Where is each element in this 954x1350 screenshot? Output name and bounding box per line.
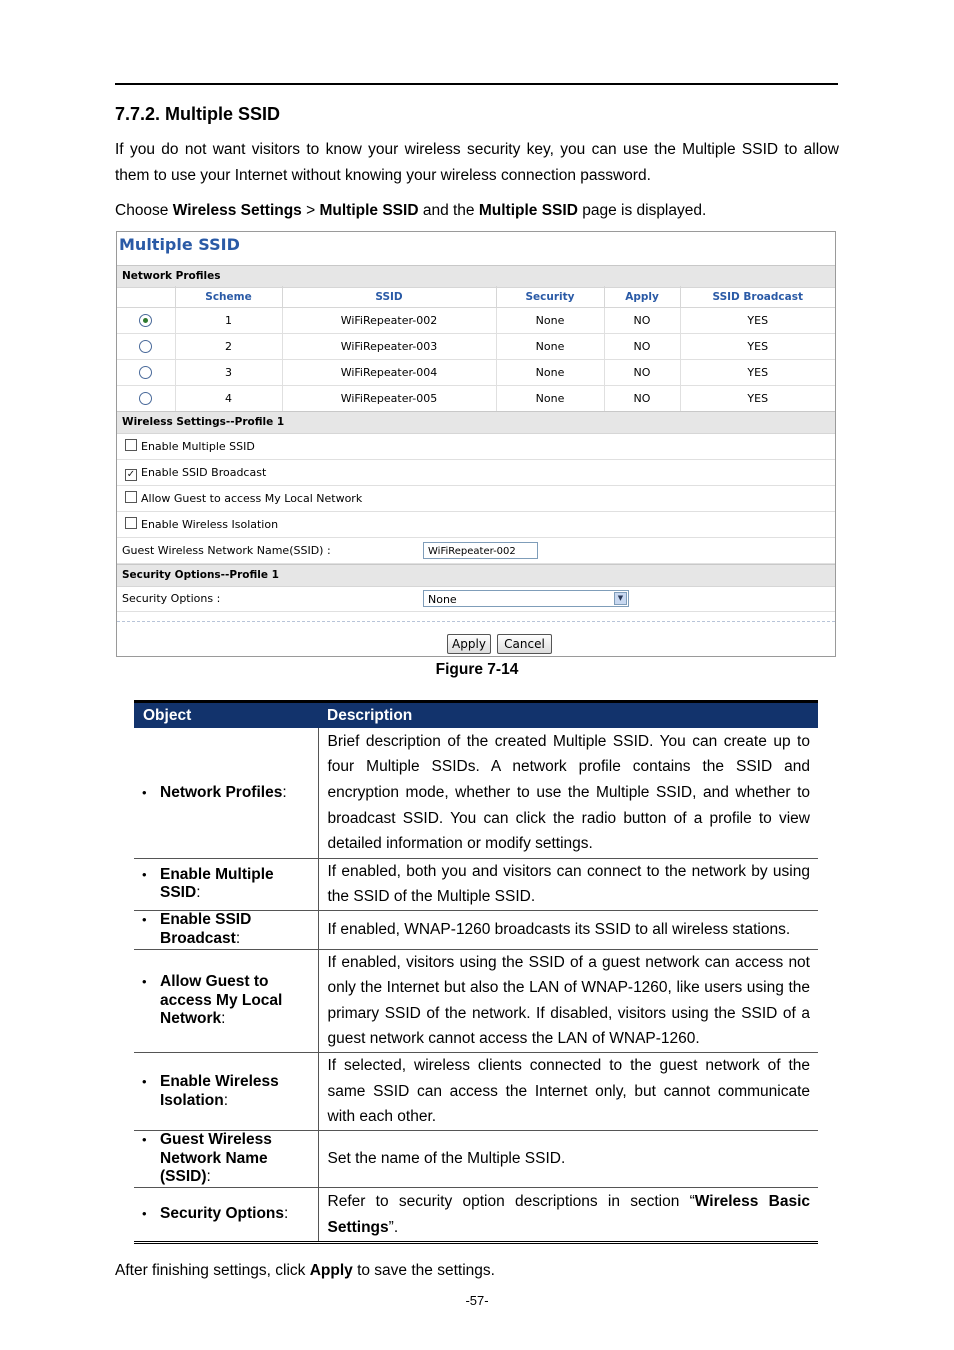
enable-ssid-broadcast-label: Enable SSID Broadcast	[141, 466, 267, 479]
enable-ssid-broadcast-checkbox[interactable]: ✓	[126, 469, 136, 480]
bullet-icon: •	[142, 1074, 147, 1090]
figure-caption: Figure 7-14	[435, 661, 519, 678]
allow-guest-label: Allow Guest to access My Local Network	[141, 492, 363, 505]
wireless-settings-header: Wireless Settings--Profile 1	[117, 411, 835, 434]
security-options-select[interactable]	[423, 590, 629, 607]
profile-radio[interactable]	[139, 314, 152, 327]
panel-title: Multiple SSID	[119, 235, 240, 254]
profile-row[interactable]: 4 WiFiRepeater-005 None NO YES	[117, 386, 835, 412]
profile-radio[interactable]	[139, 392, 152, 405]
col-security: Security	[496, 286, 604, 308]
profiles-table	[117, 286, 835, 412]
allow-guest-row	[117, 486, 835, 512]
bullet-icon: •	[142, 974, 147, 990]
description-table	[134, 700, 818, 1244]
choose-paragraph: Choose Wireless Settings > Multiple SSID and the Multiple SSID page is displayed.	[115, 202, 707, 219]
profile-row[interactable]: 2 WiFiRepeater-003 None NO YES	[117, 334, 835, 360]
enable-ssid-broadcast-row	[117, 460, 835, 486]
page-number: -57-	[465, 1293, 489, 1308]
col-select	[117, 286, 175, 308]
table-row: • Guest Wireless Network Name (SSID): Set the name of the Multiple SSID.	[134, 1131, 818, 1188]
multiple-ssid-panel	[116, 231, 836, 657]
network-profiles-header: Network Profiles	[117, 265, 835, 288]
col-scheme: Scheme	[175, 286, 282, 308]
bullet-icon: •	[142, 784, 147, 800]
table-row: • Allow Guest to access My Local Network: If enabled, visitors using the SSID of a guest network can access not only the Internet but also the LAN of WNAP-1260, like users using the primary SSID of the network. If disabled, visitors using the SSID of a guest network cannot access the LAN of WNAP-1260.	[134, 949, 818, 1052]
security-options-value: None	[428, 593, 457, 606]
profile-radio[interactable]	[139, 340, 152, 353]
profile-row[interactable]: 3 WiFiRepeater-004 None NO YES	[117, 360, 835, 386]
enable-multiple-ssid-checkbox[interactable]	[125, 439, 137, 451]
col-ssid-broadcast: SSID Broadcast	[680, 286, 835, 308]
section-title: 7.7.2. Multiple SSID	[115, 104, 281, 124]
dropdown-arrow-icon[interactable]: ▼	[614, 592, 627, 605]
intro-paragraph: If you do not want visitors to know your wireless security key, you can use the Multiple SSID to allow them to use your Internet without knowing your wireless connection password.	[115, 141, 839, 184]
table-row: • Network Profiles: Brief description of the created Multiple SSID. You can create up to four Multiple SSIDs. A network profile contains the SSID and encryption mode, whether to use the Multiple SSID, and whether to broadcast SSID. You can click the radio button of a profile to view detailed information or modify settings.	[134, 728, 818, 858]
allow-guest-checkbox[interactable]	[125, 491, 137, 503]
enable-multiple-ssid-label: Enable Multiple SSID	[141, 440, 255, 453]
enable-multiple-ssid-row	[117, 434, 835, 460]
apply-button[interactable]: Apply	[447, 634, 491, 654]
guest-name-label: Guest Wireless Network Name(SSID) :	[122, 544, 331, 557]
table-row: • Enable Multiple SSID: If enabled, both you and visitors can connect to the network by using the SSID of the Multiple SSID.	[134, 858, 818, 910]
col-object: Object	[134, 702, 318, 729]
profile-row[interactable]: 1 WiFiRepeater-002 None NO YES	[117, 308, 835, 334]
security-options-header: Security Options--Profile 1	[117, 564, 835, 587]
bullet-icon: •	[142, 866, 147, 882]
bullet-icon: •	[142, 1206, 147, 1222]
col-ssid: SSID	[282, 286, 496, 308]
col-apply: Apply	[604, 286, 680, 308]
header-rule	[115, 83, 838, 85]
bullet-icon: •	[142, 912, 147, 928]
table-row: • Security Options: Refer to security option descriptions in section “Wireless Basic Settings”.	[134, 1188, 818, 1243]
after-paragraph: After finishing settings, click Apply to save the settings.	[115, 1262, 495, 1279]
enable-isolation-checkbox[interactable]	[125, 517, 137, 529]
dashed-separator	[117, 621, 835, 622]
security-options-row	[117, 587, 835, 612]
table-row: • Enable Wireless Isolation: If selected, wireless clients connected to the guest network of the same SSID can access the Internet only, but cannot communicate with each other.	[134, 1053, 818, 1131]
enable-isolation-row	[117, 512, 835, 538]
guest-name-row	[117, 538, 835, 564]
guest-name-input[interactable]: WiFiRepeater-002	[423, 542, 538, 559]
security-options-label: Security Options :	[122, 592, 221, 605]
col-description: Description	[318, 702, 818, 729]
bullet-icon: •	[142, 1132, 147, 1148]
cancel-button[interactable]: Cancel	[497, 634, 552, 654]
profile-radio[interactable]	[139, 366, 152, 379]
enable-isolation-label: Enable Wireless Isolation	[141, 518, 279, 531]
table-row: • Enable SSID Broadcast: If enabled, WNAP-1260 broadcasts its SSID to all wireless stations.	[134, 910, 818, 949]
